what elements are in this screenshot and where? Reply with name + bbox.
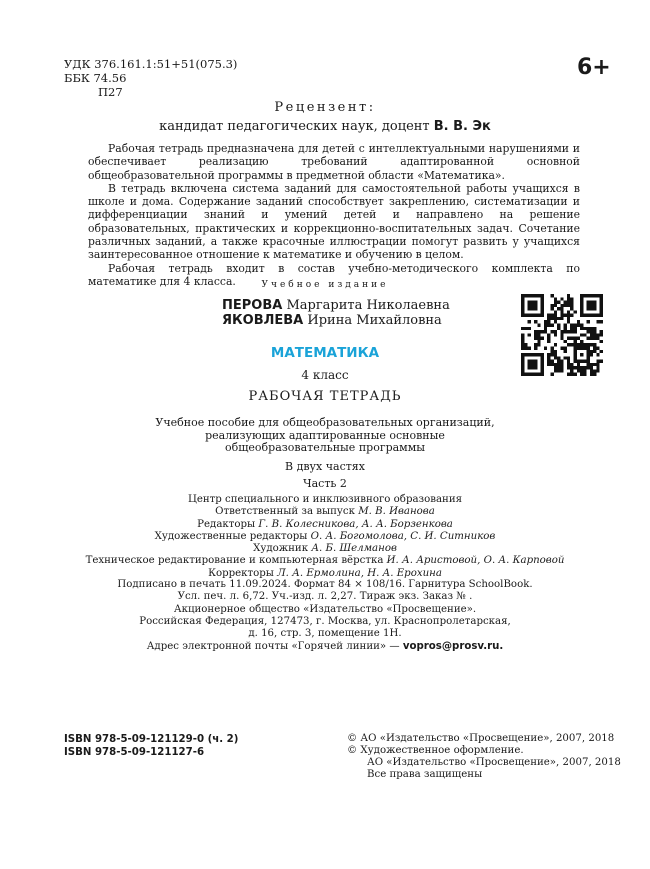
copyright-line: Все права защищены [367, 769, 483, 780]
credit-line [0, 519, 650, 531]
credit-names: Л. А. Ермолина, Н. А. Ерохина [277, 567, 442, 579]
isbn-line: ISBN 978-5-09-121127-6 [64, 747, 205, 758]
copyright-line: © Художественное оформление. [347, 745, 524, 756]
credit-names: И. А. Аристовой, О. А. Карповой [386, 555, 565, 567]
annotation-paragraph: Рабочая тетрадь входит в состав учебно-методического комплекта по математике для 4 класса. [88, 261, 580, 288]
copyright-block [347, 733, 621, 781]
author-surname: ЯКОВЛЕВА [222, 313, 304, 328]
isbn-line: ISBN 978-5-09-121129-0 (ч. 2) [64, 734, 239, 745]
credit-role: Корректоры [208, 567, 278, 579]
reviewer-line [0, 119, 650, 134]
printing-line: Акционерное общество «Издательство «Просвещение». [173, 603, 477, 615]
credit-role: Техническое редактирование и компьютерная вёрстка [85, 555, 387, 567]
annotation-paragraph: В тетрадь включена система заданий для самостоятельной работы учащихся в школе и дома. Содержание заданий способствует закреплению, систематизации и дифференциации знаний и умений детей и направлено на решение образовательных, практических и коррекционно-воспитательных задач. Сочетание различных заданий, а также красочные иллюстрации помогут развить у учащихся заинтересованное отношение к математике и обучению в целом. [88, 181, 580, 262]
credit-names: Г. В. Колесникова, А. А. Борзенкова [258, 518, 453, 530]
author [222, 298, 450, 313]
printing-line: Российская Федерация, 127473, г. Москва, ул. Краснопролетарская, [139, 615, 511, 627]
edition-type: Учебное издание [261, 280, 389, 290]
reviewer-name: В. В. Эк [433, 119, 491, 134]
hotline [0, 641, 650, 652]
author-name: Маргарита Николаевна [286, 298, 450, 313]
copyright-line: АО «Издательство «Просвещение», 2007, 2018 [367, 757, 621, 768]
department: Центр специального и инклюзивного образования [187, 494, 463, 505]
printing-line: Усл. печ. л. 6,72. Уч.-изд. л. 2,27. Тираж экз. Заказ № . [177, 591, 473, 603]
annotation [88, 142, 580, 288]
authors [222, 298, 450, 328]
book-description [0, 417, 650, 455]
reviewer-heading: Рецензент: [274, 100, 376, 115]
annotation-paragraph: Рабочая тетрадь предназначена для детей с интеллектуальными нарушениями и обеспечивает реализацию требований адаптированной основной общеобразовательной программы в предметной области «Математика». [88, 142, 580, 182]
parts-count: В двух частях [285, 460, 365, 473]
book-kind: РАБОЧАЯ ТЕТРАДЬ [248, 389, 402, 404]
credit-role: Художник [253, 543, 312, 555]
hotline-email: vopros@prosv.ru. [402, 641, 504, 652]
author-surname: ПЕРОВА [222, 298, 283, 313]
credit-names: М. В. Иванова [358, 506, 435, 518]
bbk-code: ББК 74.56 [64, 71, 127, 85]
credit-names: А. Б. Шелманов [311, 543, 397, 555]
age-rating: 6+ [577, 55, 611, 80]
credit-line [0, 543, 650, 555]
isbn-block [64, 733, 238, 759]
hotline-label: Адрес электронной почты «Горячей линии» — [146, 641, 403, 652]
author [222, 313, 450, 328]
qr-code [521, 294, 603, 376]
credit-role: Художественные редакторы [154, 530, 311, 542]
credit-line [0, 506, 650, 518]
grade: 4 класс [301, 368, 349, 382]
credit-role: Редакторы [197, 518, 259, 530]
credit-line [0, 531, 650, 543]
reviewer-description: кандидат педагогических наук, доцент [159, 119, 434, 134]
printing-line: Подписано в печать 11.09.2024. Формат 84 × 108/16. Гарнитура SchoolBook. [117, 579, 533, 590]
subject-title: МАТЕМАТИКА [270, 345, 380, 361]
classification-block [64, 57, 237, 99]
description-line: общеобразовательные программы [224, 441, 426, 454]
part-number: Часть 2 [303, 477, 347, 490]
credit-names: О. А. Богомолова, С. И. Ситников [310, 530, 496, 542]
credit-role: Ответственный за выпуск [215, 506, 359, 518]
credits [0, 494, 650, 580]
credit-line [0, 555, 650, 567]
printing-line: д. 16, стр. 3, помещение 1Н. [248, 628, 402, 640]
description-line: реализующих адаптированные основные [205, 428, 445, 442]
author-name: Ирина Михайловна [307, 313, 442, 328]
udk-code: УДК 376.161.1:51+51(075.3) [64, 57, 238, 71]
description-line: Учебное пособие для общеобразовательных организаций, [155, 416, 495, 429]
copyright-line: © АО «Издательство «Просвещение», 2007, 2018 [347, 733, 615, 744]
printing-info [0, 579, 650, 640]
author-mark: П27 [98, 85, 123, 99]
